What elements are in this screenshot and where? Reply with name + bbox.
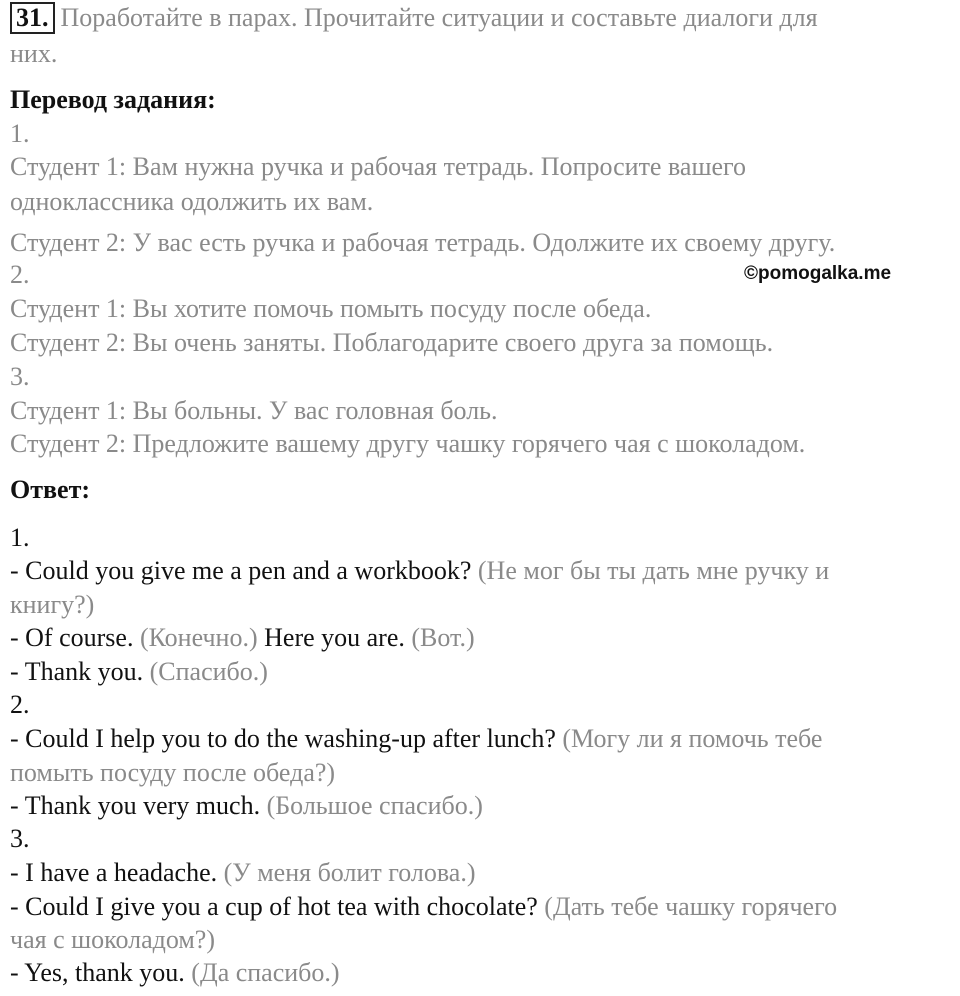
dialog-russian: (Конечно.) [133,623,258,652]
dialog-line [10,857,476,889]
dialog-russian: (Вот.) [404,623,475,652]
dialog-russian-cont: чая с шоколадом?) [10,925,216,954]
dialog-line [10,555,829,587]
dialog-english: - Could you give me a pen and a workbook? [10,556,472,585]
dialog-english: - I have a headache. [10,858,218,887]
translation-number-2: 2. [10,260,30,289]
translation-line: Студент 2: Предложите вашему другу чашку горячего чая с шоколадом. [10,429,806,458]
translation-line: Студент 1: Вы хотите помочь помыть посуду после обеда. [10,294,652,323]
dialog-russian-cont: книгу?) [10,590,95,619]
translation-number-3: 3. [10,362,30,391]
dialog-english: - Thank you. [10,657,144,686]
dialog-line [10,790,483,822]
dialog-english: - Thank you very much. [10,791,261,820]
dialog-line [10,723,822,755]
dialog-english: - Of course. [10,623,134,652]
dialog-russian: (Дать тебе чашку горячего [537,892,838,921]
dialog-english: - Could I help you to do the washing-up after lunch? [10,724,556,753]
translation-line: Студент 1: Вам нужна ручка и рабочая тетрадь. Попросите вашего [10,152,747,181]
translation-line: Студент 1: Вы больны. У вас головная боль. [10,396,498,425]
watermark: ©pomogalka.me [744,263,892,284]
dialog-english: Here you are. [257,623,405,652]
answer-heading: Ответ: [10,475,91,504]
dialog-line [10,622,475,654]
dialog-russian: (Да спасибо.) [184,958,340,987]
dialog-russian: (Спасибо.) [143,657,268,686]
dialog-english: - Yes, thank you. [10,958,185,987]
dialog-russian: (У меня болит голова.) [217,858,476,887]
dialog-line [10,656,268,688]
answer-number-1: 1. [10,523,30,552]
task-text: Поработайте в парах. Прочитайте ситуации и составьте диалоги для [60,3,818,32]
dialog-russian: (Не мог бы ты дать мне ручку и [471,556,830,585]
dialog-line [10,957,340,989]
dialog-english: - Could I give you a cup of hot tea with chocolate? [10,892,538,921]
task-line [10,2,818,34]
answer-number-3: 3. [10,824,30,853]
task-text-cont: них. [10,39,58,68]
dialog-line [10,891,837,923]
dialog-russian-cont: помыть посуду после обеда?) [10,758,336,787]
dialog-russian: (Большое спасибо.) [260,791,483,820]
translation-line: Студент 2: Вы очень заняты. Поблагодарите своего друга за помощь. [10,328,774,357]
task-number: 31. [10,2,55,34]
translation-heading: Перевод задания: [10,85,216,114]
translation-line: одноклассника одолжить их вам. [10,187,374,216]
answer-number-2: 2. [10,690,30,719]
translation-line: Студент 2: У вас есть ручка и рабочая тетрадь. Одолжите их своему другу. [10,228,836,257]
translation-number-1: 1. [10,119,30,148]
dialog-russian: (Могу ли я помочь тебе [555,724,823,753]
